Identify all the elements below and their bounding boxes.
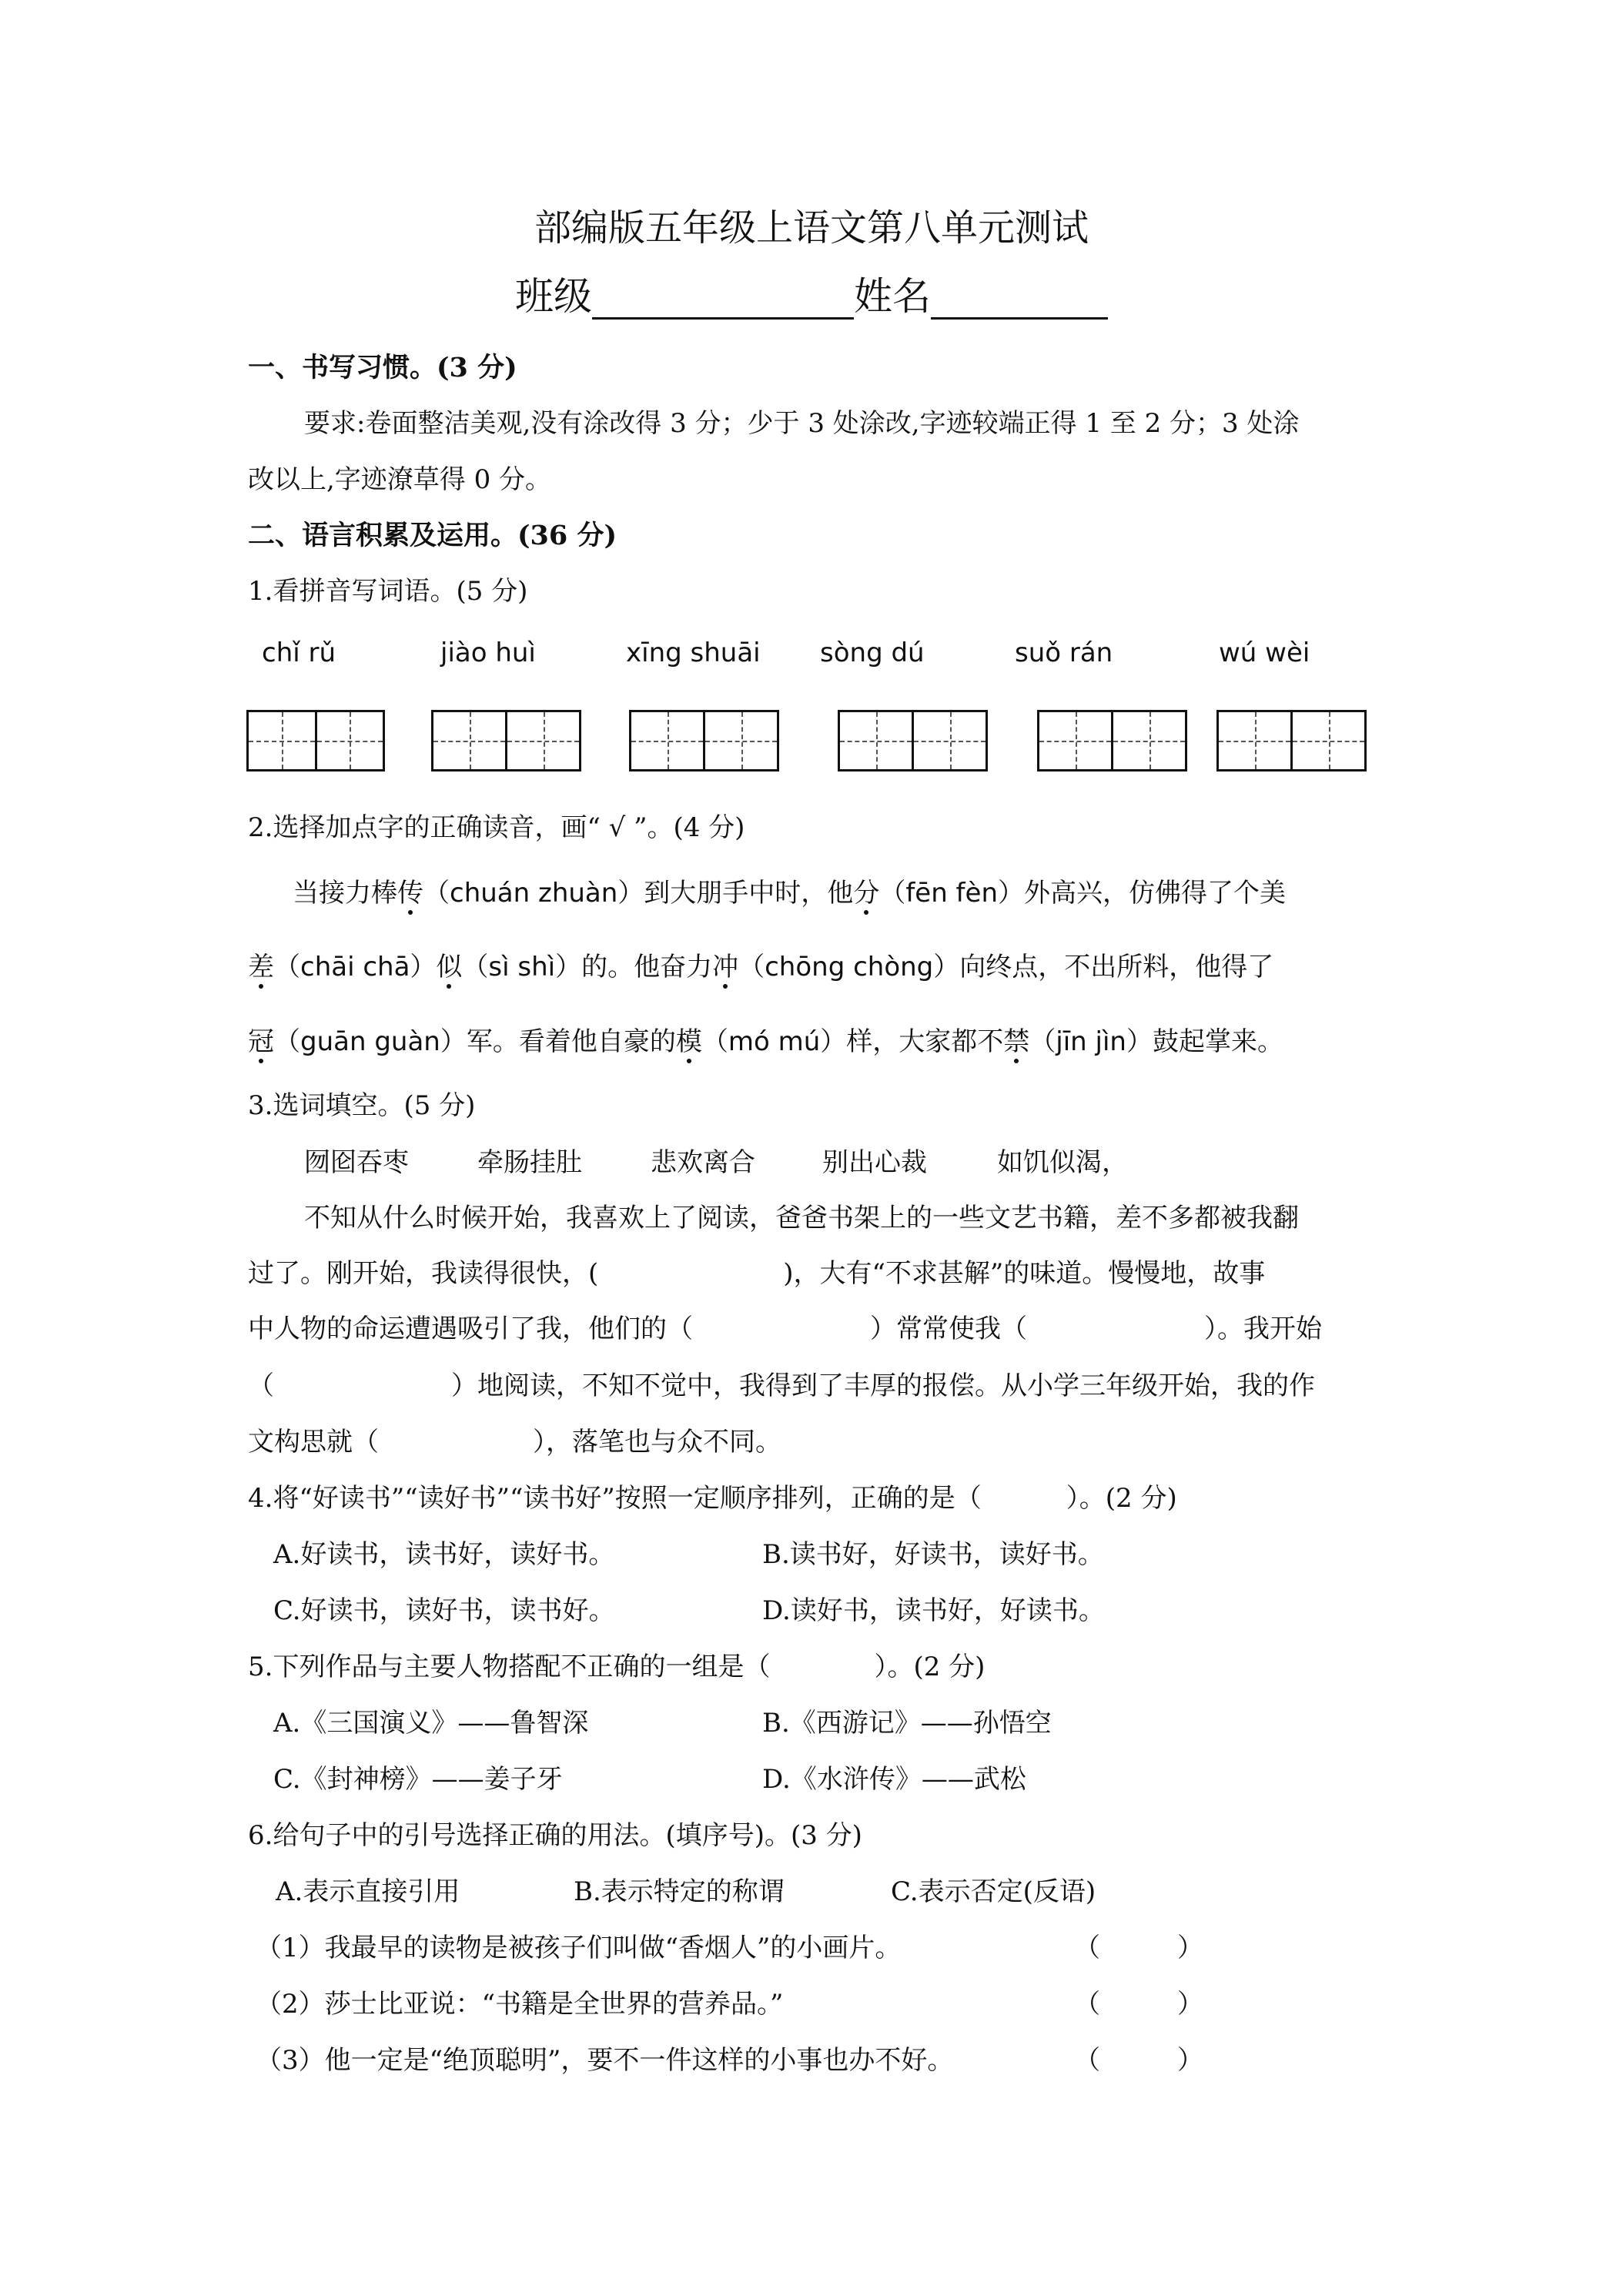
q1-pinyin-2: jiào huì	[440, 638, 536, 668]
section1-requirement-line2: 改以上,字迹潦草得 0 分。	[248, 464, 552, 495]
q4-option-b: B.读书好，好读书，读好书。	[762, 1539, 1104, 1570]
pinyin-choice[interactable]: chāi chā	[300, 952, 410, 982]
dotted-char: 冲	[712, 952, 739, 982]
q5-stem: 5.下列作品与主要人物搭配不正确的一组是（ ）。(2 分)	[248, 1652, 986, 1682]
dotted-char: 禁	[1003, 1026, 1030, 1057]
q1-pinyin-1: chǐ rǔ	[262, 638, 336, 668]
q6-answer-2[interactable]: （ ）	[1074, 1989, 1203, 2020]
q2-line-2: 差（chāi chā）似（sì shì）的。他奋力冲（chōng chòng）向终点，不出所料，他得了	[248, 952, 1274, 982]
dotted-char: 分	[853, 878, 880, 909]
q2-line-3: 冠（guān guàn）军。看着他自豪的模（mó mú）样，大家都不禁（jīn jìn）鼓起掌来。	[248, 1026, 1283, 1057]
q3-option-3: 悲欢离合	[651, 1147, 755, 1178]
q5-option-b: B.《西游记》——孙悟空	[762, 1708, 1052, 1739]
q4-option-a: A.好读书，读书好，读好书。	[273, 1539, 615, 1570]
pinyin-choice[interactable]: mó mú	[728, 1026, 821, 1057]
dotted-char: 传	[397, 878, 423, 909]
q6-stem: 6.给句子中的引号选择正确的用法。(填序号)。(3 分)	[248, 1820, 862, 1851]
pinyin-choice[interactable]: fēn fèn	[905, 878, 998, 909]
q3-passage-line1: 不知从什么时候开始，我喜欢上了阅读，爸爸书架上的一些文艺书籍，差不多都被我翻	[304, 1203, 1299, 1233]
q6-option-a: A.表示直接引用	[276, 1876, 460, 1907]
q4-stem: 4.将“好读书”“读好书”“读书好”按照一定顺序排列，正确的是（ ）。(2 分)	[248, 1483, 1177, 1514]
pinyin-choice[interactable]: sì shì	[488, 952, 556, 982]
q4-option-d: D.读好书，读书好，好读书。	[762, 1595, 1105, 1626]
q3-option-2: 牵肠挂肚	[477, 1147, 582, 1178]
q6-option-b: B.表示特定的称谓	[574, 1876, 785, 1907]
class-name-line	[0, 273, 1623, 320]
pinyin-choice[interactable]: guān guàn	[300, 1026, 440, 1057]
q6-answer-1[interactable]: （ ）	[1074, 1933, 1203, 1963]
q1-pinyin-3: xīng shuāi	[626, 638, 761, 668]
dotted-char: 差	[248, 952, 274, 982]
q2-stem: 2.选择加点字的正确读音，画“ √ ”。(4 分)	[248, 812, 745, 843]
q1-grid-1[interactable]	[246, 710, 385, 771]
q5-option-d: D.《水浒传》——武松	[762, 1764, 1026, 1795]
section2-heading: 二、语言积累及运用。(36 分)	[248, 520, 617, 551]
q1-pinyin-6: wú wèi	[1219, 638, 1310, 668]
dotted-char: 似	[436, 952, 463, 982]
q3-passage-line3: 中人物的命运遭遇吸引了我，他们的（ ）常常使我（ ）。我开始	[248, 1314, 1322, 1344]
pinyin-choice[interactable]: jīn jìn	[1056, 1026, 1126, 1057]
section1-heading: 一、书写习惯。(3 分)	[248, 352, 517, 383]
dotted-char: 模	[675, 1026, 702, 1057]
q6-item-2: （2）莎士比亚说：“书籍是全世界的营养品。”	[256, 1989, 784, 2020]
q5-option-a: A.《三国演义》——鲁智深	[273, 1708, 589, 1739]
q6-item-1: （1）我最早的读物是被孩子们叫做“香烟人”的小画片。	[256, 1933, 902, 1963]
q1-grid-6[interactable]	[1216, 710, 1367, 771]
q3-stem: 3.选词填空。(5 分)	[248, 1090, 476, 1121]
q3-passage-line5: 文构思就（ ），落笔也与众不同。	[248, 1427, 781, 1458]
q1-stem: 1.看拼音写词语。(5 分)	[248, 576, 528, 607]
page-title: 部编版五年级上语文第八单元测试	[534, 206, 1089, 249]
q1-pinyin-5: suǒ rán	[1015, 638, 1113, 668]
q1-grid-2[interactable]	[431, 710, 581, 771]
name-label: 姓名	[854, 274, 931, 319]
pinyin-choice[interactable]: chuán zhuàn	[450, 878, 618, 909]
q1-pinyin-4: sòng dú	[820, 638, 925, 668]
pinyin-choice[interactable]: chōng chòng	[765, 952, 934, 982]
q3-option-5: 如饥似渴，	[997, 1147, 1128, 1178]
q3-option-1: 囫囵吞枣	[304, 1147, 409, 1178]
dotted-char: 冠	[248, 1026, 274, 1057]
q2-line-1: 当接力棒传（chuán zhuàn）到大朋手中时，他分（fēn fèn）外高兴，仿佛得了个美	[293, 878, 1286, 909]
name-blank[interactable]	[931, 282, 1108, 320]
q5-option-c: C.《封神榜》——姜子牙	[273, 1764, 563, 1795]
q6-answer-3[interactable]: （ ）	[1074, 2045, 1203, 2076]
section1-requirement-line1: 要求:卷面整洁美观,没有涂改得 3 分；少于 3 处涂改,字迹较端正得 1 至 2 分；3 处涂	[304, 408, 1300, 439]
q1-grid-3[interactable]	[629, 710, 779, 771]
q6-item-3: （3）他一定是“绝顶聪明”，要不一件这样的小事也办不好。	[256, 2045, 954, 2076]
class-blank[interactable]	[592, 282, 854, 320]
q1-grid-4[interactable]	[838, 710, 988, 771]
q6-option-c: C.表示否定(反语)	[891, 1876, 1096, 1907]
q1-grid-5[interactable]	[1037, 710, 1187, 771]
q3-passage-line2: 过了。刚开始，我读得很快，( )，大有“不求甚解”的味道。慢慢地，故事	[248, 1258, 1266, 1289]
q4-option-c: C.好读书，读好书，读书好。	[273, 1595, 615, 1626]
q3-option-4: 别出心裁	[822, 1147, 927, 1178]
q3-passage-line4: （ ）地阅读，不知不觉中，我得到了丰厚的报偿。从小学三年级开始，我的作	[248, 1371, 1315, 1401]
class-label: 班级	[515, 274, 592, 319]
